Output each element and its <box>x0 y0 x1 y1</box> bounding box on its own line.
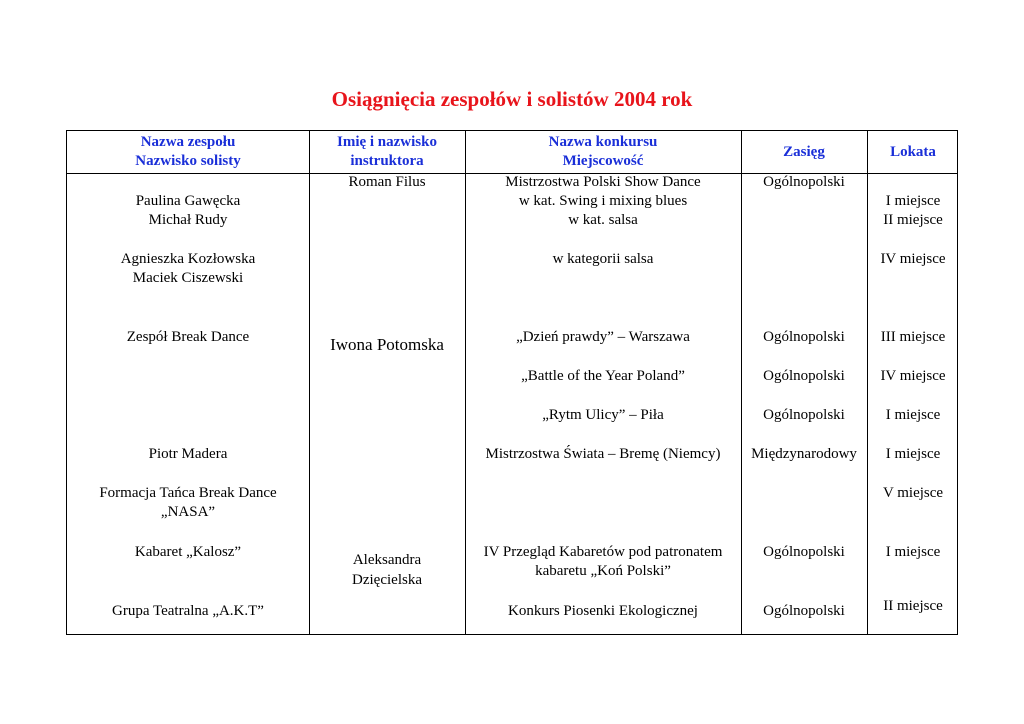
place-cell: I miejsce <box>885 446 941 462</box>
contest-cell: IV Przegląd Kabaretów pod patronatem <box>483 544 723 560</box>
scope-cell: Ogólnopolski <box>763 329 845 345</box>
place-cell: II miejsce <box>883 212 943 228</box>
header-text: Nazwisko solisty <box>135 153 241 169</box>
instructor-cell: Dzięcielska <box>352 572 422 588</box>
place-cell: V miejsce <box>882 485 944 501</box>
team-cell: Michał Rudy <box>148 212 228 228</box>
page-title: Osiągnięcia zespołów i solistów 2004 rok <box>331 87 693 111</box>
scope-cell: Ogólnopolski <box>763 407 845 423</box>
contest-cell: Mistrzostwa Polski Show Dance <box>505 174 701 190</box>
place-cell: I miejsce <box>885 407 941 423</box>
contest-cell: Konkurs Piosenki Ekologicznej <box>508 603 698 619</box>
header-place <box>867 131 959 173</box>
instructor-cell: Aleksandra <box>352 552 422 568</box>
header-text: instruktora <box>350 153 424 169</box>
achievements-table <box>66 130 958 635</box>
contest-cell: „Rytm Ulicy” – Piła <box>542 407 664 423</box>
place-cell: I miejsce <box>885 193 941 209</box>
contest-cell: „Battle of the Year Poland” <box>521 368 685 384</box>
contest-cell: w kat. salsa <box>568 212 638 228</box>
header-instructor <box>309 131 465 173</box>
instructor-cell: Iwona Potomska <box>330 335 444 354</box>
header-team-name <box>67 131 309 173</box>
header-text: Miejscowość <box>562 153 644 169</box>
scope-cell: Międzynarodowy <box>751 446 857 462</box>
header-text: Nazwa konkursu <box>548 134 658 150</box>
header-scope <box>741 131 867 173</box>
instructor-cell: Roman Filus <box>348 174 426 190</box>
team-cell: Agnieszka Kozłowska <box>120 251 256 267</box>
contest-cell: „Dzień prawdy” – Warszawa <box>516 329 690 345</box>
header-text: Zasięg <box>783 143 825 160</box>
team-cell: Paulina Gawęcka <box>135 193 241 209</box>
team-cell: Zespół Break Dance <box>126 329 250 345</box>
scope-cell: Ogólnopolski <box>763 603 845 619</box>
contest-cell: w kategorii salsa <box>552 251 654 267</box>
header-text: Lokata <box>890 143 936 160</box>
team-cell: Piotr Madera <box>148 446 228 462</box>
place-cell: IV miejsce <box>880 368 946 384</box>
team-cell: Grupa Teatralna „A.K.T” <box>112 603 264 619</box>
team-cell: Formacja Tańca Break Dance <box>99 485 277 501</box>
team-cell: Kabaret „Kalosz” <box>134 544 242 560</box>
place-cell: II miejsce <box>883 598 943 614</box>
contest-cell: kabaretu „Koń Polski” <box>535 563 671 579</box>
scope-cell: Ogólnopolski <box>763 368 845 384</box>
scope-cell: Ogólnopolski <box>763 544 845 560</box>
place-cell: I miejsce <box>885 544 941 560</box>
place-cell: III miejsce <box>880 329 946 345</box>
header-text: Nazwa zespołu <box>140 134 236 150</box>
header-text: Imię i nazwisko <box>336 134 437 150</box>
team-cell: Maciek Ciszewski <box>132 270 244 286</box>
place-cell: IV miejsce <box>880 251 946 267</box>
header-contest <box>465 131 741 173</box>
team-cell: „NASA” <box>160 504 216 520</box>
contest-cell: Mistrzostwa Świata – Bremę (Niemcy) <box>485 446 721 462</box>
contest-cell: w kat. Swing i mixing blues <box>518 193 688 209</box>
scope-cell: Ogólnopolski <box>763 174 845 190</box>
